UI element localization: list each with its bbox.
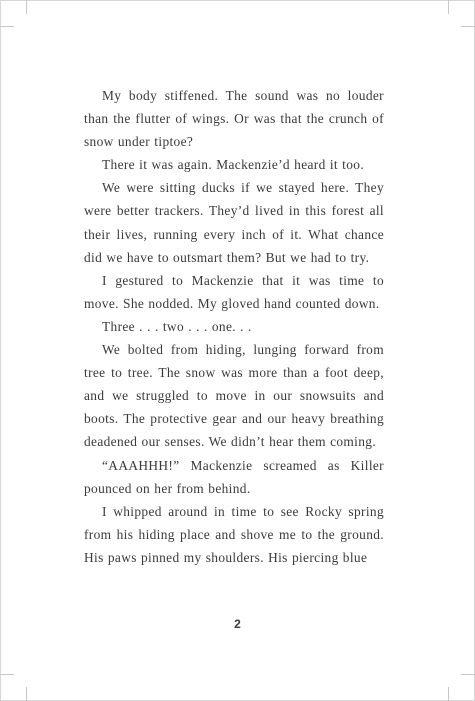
crop-mark-bottom-right-v	[448, 687, 449, 701]
page-number: 2	[234, 617, 241, 631]
crop-mark-top-left-v	[26, 0, 27, 14]
paragraph: I whipped around in time to see Rocky spring from his hiding place and shove me to the ground. His paws pinned my shoulders. His piercing blue	[84, 503, 384, 565]
paragraph: My body stiffened. The sound was no louder than the flutter of wings. Or was that the crunch of snow under tiptoe?	[84, 88, 384, 150]
paragraph: “AAAHHH!” Mackenzie screamed as Killer pounced on her from behind.	[84, 457, 384, 496]
paragraph: We bolted from hiding, lunging forward from tree to tree. The snow was more than a foot deep, and we struggled to move in our snowsuits and boots. The protective gear and our heavy breathing deadened our senses. We didn’t hear them coming.	[84, 342, 384, 450]
paragraph: I gestured to Mackenzie that it was time to move. She nodded. My gloved hand counted down.	[84, 272, 384, 311]
crop-mark-bottom-left-h	[0, 674, 14, 675]
crop-mark-top-left-h	[0, 26, 14, 27]
paragraph: There it was again. Mackenzie’d heard it too.	[102, 157, 365, 173]
paragraph: We were sitting ducks if we stayed here. They were better trackers. They’d lived in this forest all their lives, running every inch of it. What chance did we have to outsmart them? But we had to try.	[84, 180, 384, 265]
crop-mark-bottom-right-h	[461, 674, 475, 675]
crop-mark-top-right-v	[448, 0, 449, 14]
paragraph: Three . . . two . . . one. . .	[102, 318, 252, 334]
crop-mark-bottom-left-v	[26, 687, 27, 701]
crop-mark-top-right-h	[461, 26, 475, 27]
body-text	[84, 84, 384, 569]
